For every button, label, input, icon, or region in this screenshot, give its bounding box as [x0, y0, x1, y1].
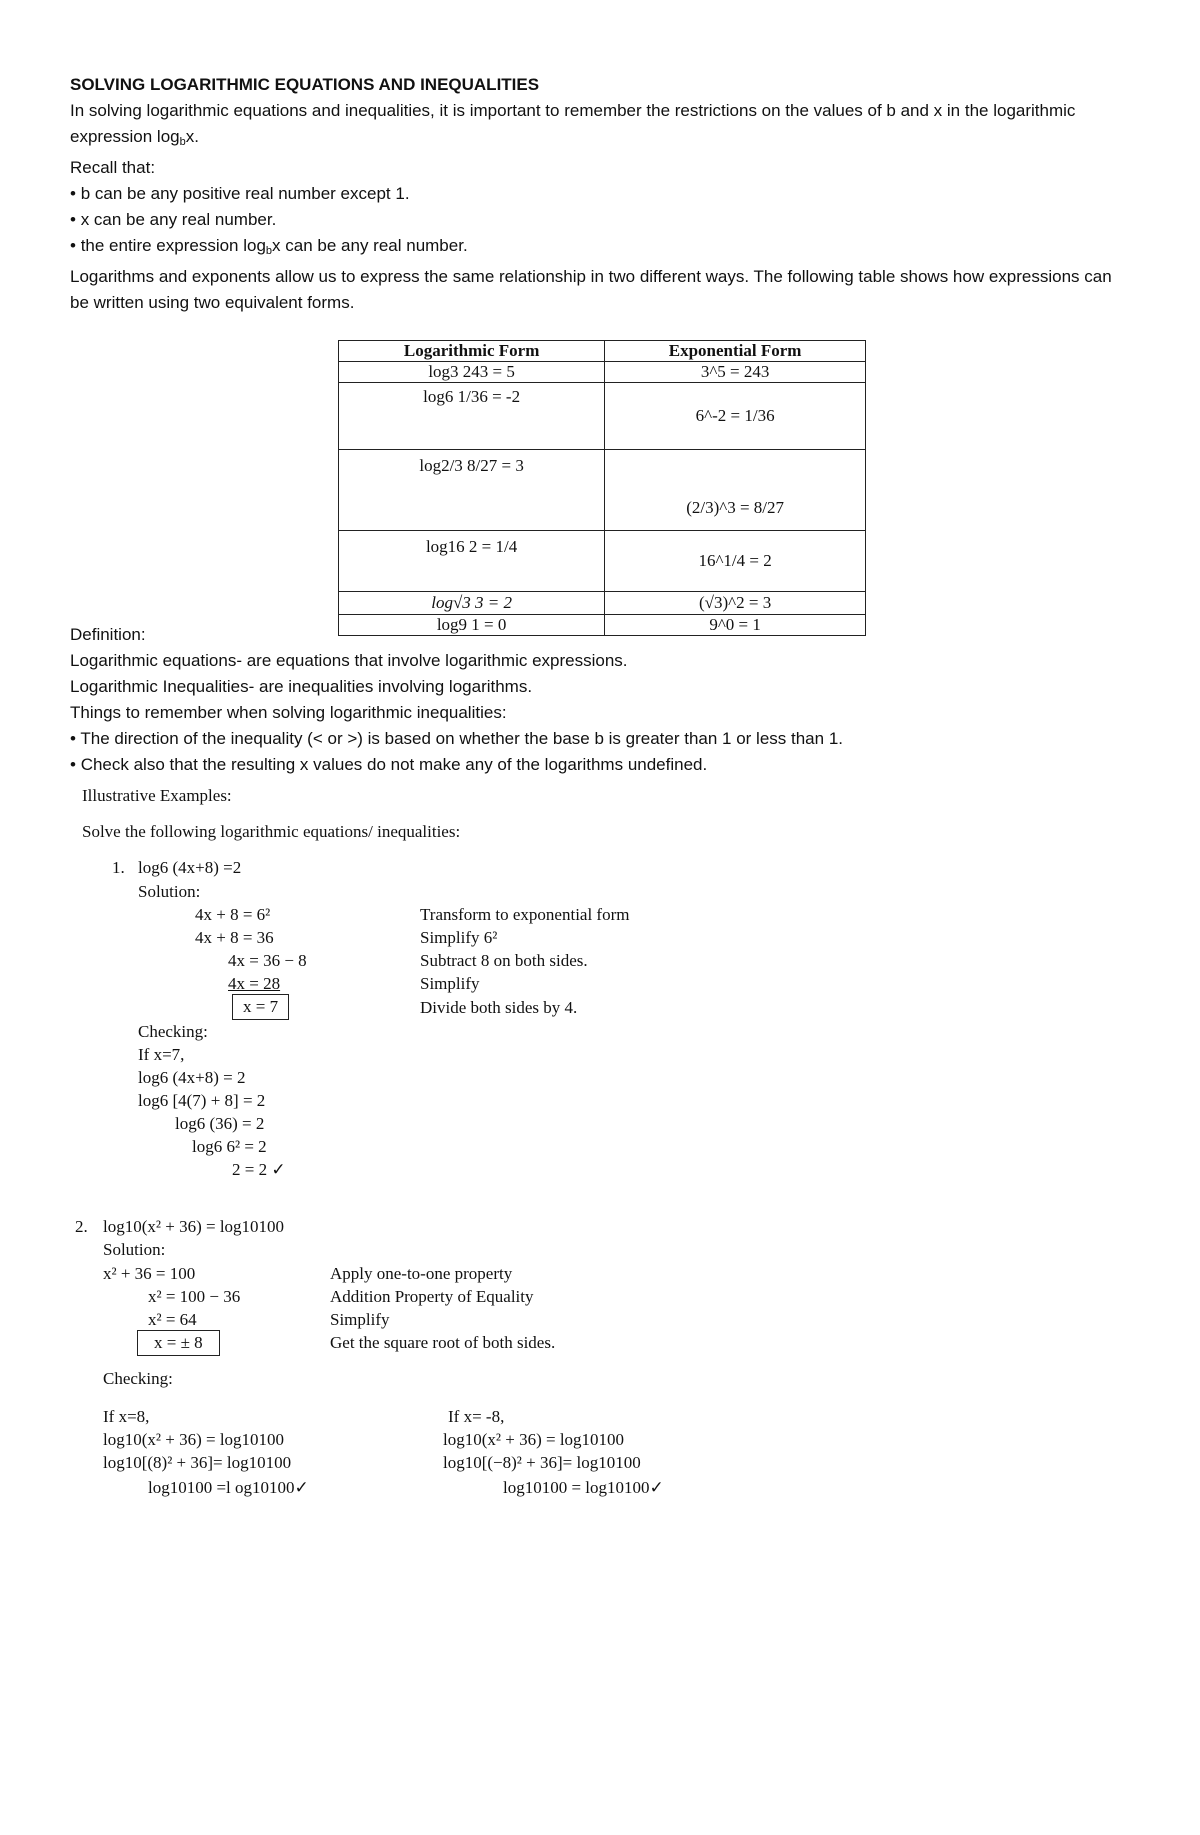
header-exp-form: Exponential Form [605, 341, 866, 362]
bullet-text: x can be any real number. [272, 236, 468, 255]
table-row [339, 450, 866, 531]
bullet-item [70, 233, 1130, 264]
inequality-definition: Logarithmic Inequalities- are inequalities involving logarithms. [70, 677, 533, 696]
step-reason: Divide both sides by 4. [420, 998, 578, 1017]
rule-item: • Check also that the resulting x values do not make any of the logarithms undefined. [70, 752, 1130, 778]
step-reason: Simplify 6² [420, 928, 498, 947]
exp-cell: 9^0 = 1 [605, 615, 866, 636]
checking-step: 2 = 2 ✓ [232, 1160, 286, 1179]
checking-step: log10100 =l og10100✓ [148, 1478, 309, 1497]
step-reason: Transform to exponential form [420, 905, 630, 924]
log-cell: log√3 3 = 2 [339, 592, 605, 615]
answer-box [137, 1330, 220, 1356]
example-number: 2. [75, 1217, 88, 1236]
exp-cell: (√3)^2 = 3 [605, 592, 866, 615]
step-reason: Apply one-to-one property [330, 1264, 513, 1283]
intro-tail: x. [185, 127, 199, 146]
bullet-item: • b can be any positive real number except 1. [70, 181, 1130, 207]
intro-subscript: b [179, 136, 186, 148]
checking-condition: If x= -8, [448, 1407, 505, 1426]
forms-paragraph: Logarithms and exponents allow us to express the same relationship in two different ways. The following table shows how expressions can be written using two equivalent forms. [70, 267, 1112, 312]
checking-step: log10[(−8)² + 36]= log10100 [443, 1453, 641, 1472]
solution-step: x² = 100 − 36 [148, 1287, 241, 1306]
bullet-item: • x can be any real number. [70, 207, 1130, 233]
checking-label: Checking: [103, 1369, 173, 1388]
checking-step: log10(x² + 36) = log10100 [103, 1430, 285, 1449]
table-header-row [339, 341, 866, 362]
forms-table [338, 340, 866, 636]
step-reason: Simplify [330, 1310, 390, 1329]
example-number: 1. [112, 858, 125, 877]
checking-step: log10[(8)² + 36]= log10100 [103, 1453, 292, 1472]
answer-value: x = ± 8 [137, 1330, 220, 1356]
solution-step: 4x + 8 = 36 [195, 928, 274, 947]
exp-cell: (2/3)^3 = 8/27 [605, 450, 866, 531]
header-log-form: Logarithmic Form [339, 341, 605, 362]
solution-step: 4x = 28 [228, 974, 281, 993]
step-reason: Simplify [420, 974, 480, 993]
checking-condition: If x=8, [103, 1407, 150, 1426]
exp-cell: 3^5 = 243 [605, 362, 866, 383]
example-problem: log10(x² + 36) = log10100 [103, 1217, 285, 1236]
checking-label: Checking: [138, 1022, 208, 1041]
checking-step: log10100 = log10100✓ [503, 1478, 664, 1497]
examples-heading: Illustrative Examples: [82, 786, 232, 805]
step-reason: Subtract 8 on both sides. [420, 951, 588, 970]
intro-text: In solving logarithmic equations and inequalities, it is important to remember the restrictions on the values of b and x in the logarithmic expression log [70, 101, 1076, 146]
checking-step: log10(x² + 36) = log10100 [443, 1430, 625, 1449]
solution-label: Solution: [138, 882, 201, 901]
exp-cell: 16^1/4 = 2 [605, 531, 866, 592]
recall-label: Recall that: [70, 158, 156, 177]
rule-item: • The direction of the inequality (< or >) is based on whether the base b is greater than 1 or less than 1. [70, 726, 1130, 752]
intro-paragraph [70, 98, 1130, 155]
log-cell: log2/3 8/27 = 3 [339, 450, 605, 531]
log-cell: log3 243 = 5 [339, 362, 605, 383]
bullet-subscript: b [265, 245, 273, 257]
solution-step: 4x + 8 = 6² [195, 905, 271, 924]
example-problem: log6 (4x+8) =2 [138, 858, 242, 877]
page-title: SOLVING LOGARITHMIC EQUATIONS AND INEQUALITIES [70, 75, 540, 94]
checking-step: log6 6² = 2 [192, 1137, 267, 1156]
exp-cell: 6^-2 = 1/36 [605, 383, 866, 450]
checking-step: log6 [4(7) + 8] = 2 [138, 1091, 266, 1110]
log-cell: log6 1/36 = -2 [339, 383, 605, 450]
equation-definition: Logarithmic equations- are equations that involve logarithmic expressions. [70, 651, 628, 670]
solution-step: 4x = 36 − 8 [228, 951, 307, 970]
solution-step: x² + 36 = 100 [103, 1264, 196, 1283]
definition-heading: Definition: [70, 625, 146, 644]
table-row [339, 383, 866, 450]
checking-step: log6 (4x+8) = 2 [138, 1068, 246, 1087]
step-reason: Addition Property of Equality [330, 1287, 534, 1306]
table-row [339, 592, 866, 615]
bullet-text: the entire expression log [80, 236, 266, 255]
log-cell: log9 1 = 0 [339, 615, 605, 636]
answer-value: x = 7 [232, 994, 289, 1020]
table-row [339, 531, 866, 592]
solution-step: x² = 64 [148, 1310, 197, 1329]
step-reason: Get the square root of both sides. [330, 1333, 556, 1352]
table-row [339, 362, 866, 383]
examples-instruction: Solve the following logarithmic equations/ inequalities: [82, 822, 461, 841]
checking-condition: If x=7, [138, 1045, 185, 1064]
checking-step: log6 (36) = 2 [175, 1114, 265, 1133]
solution-label: Solution: [103, 1240, 166, 1259]
answer-box [232, 994, 289, 1020]
log-cell: log16 2 = 1/4 [339, 531, 605, 592]
remember-heading: Things to remember when solving logarithmic inequalities: [70, 703, 507, 722]
definitions-section [70, 622, 1130, 778]
intro-section [70, 72, 1130, 316]
